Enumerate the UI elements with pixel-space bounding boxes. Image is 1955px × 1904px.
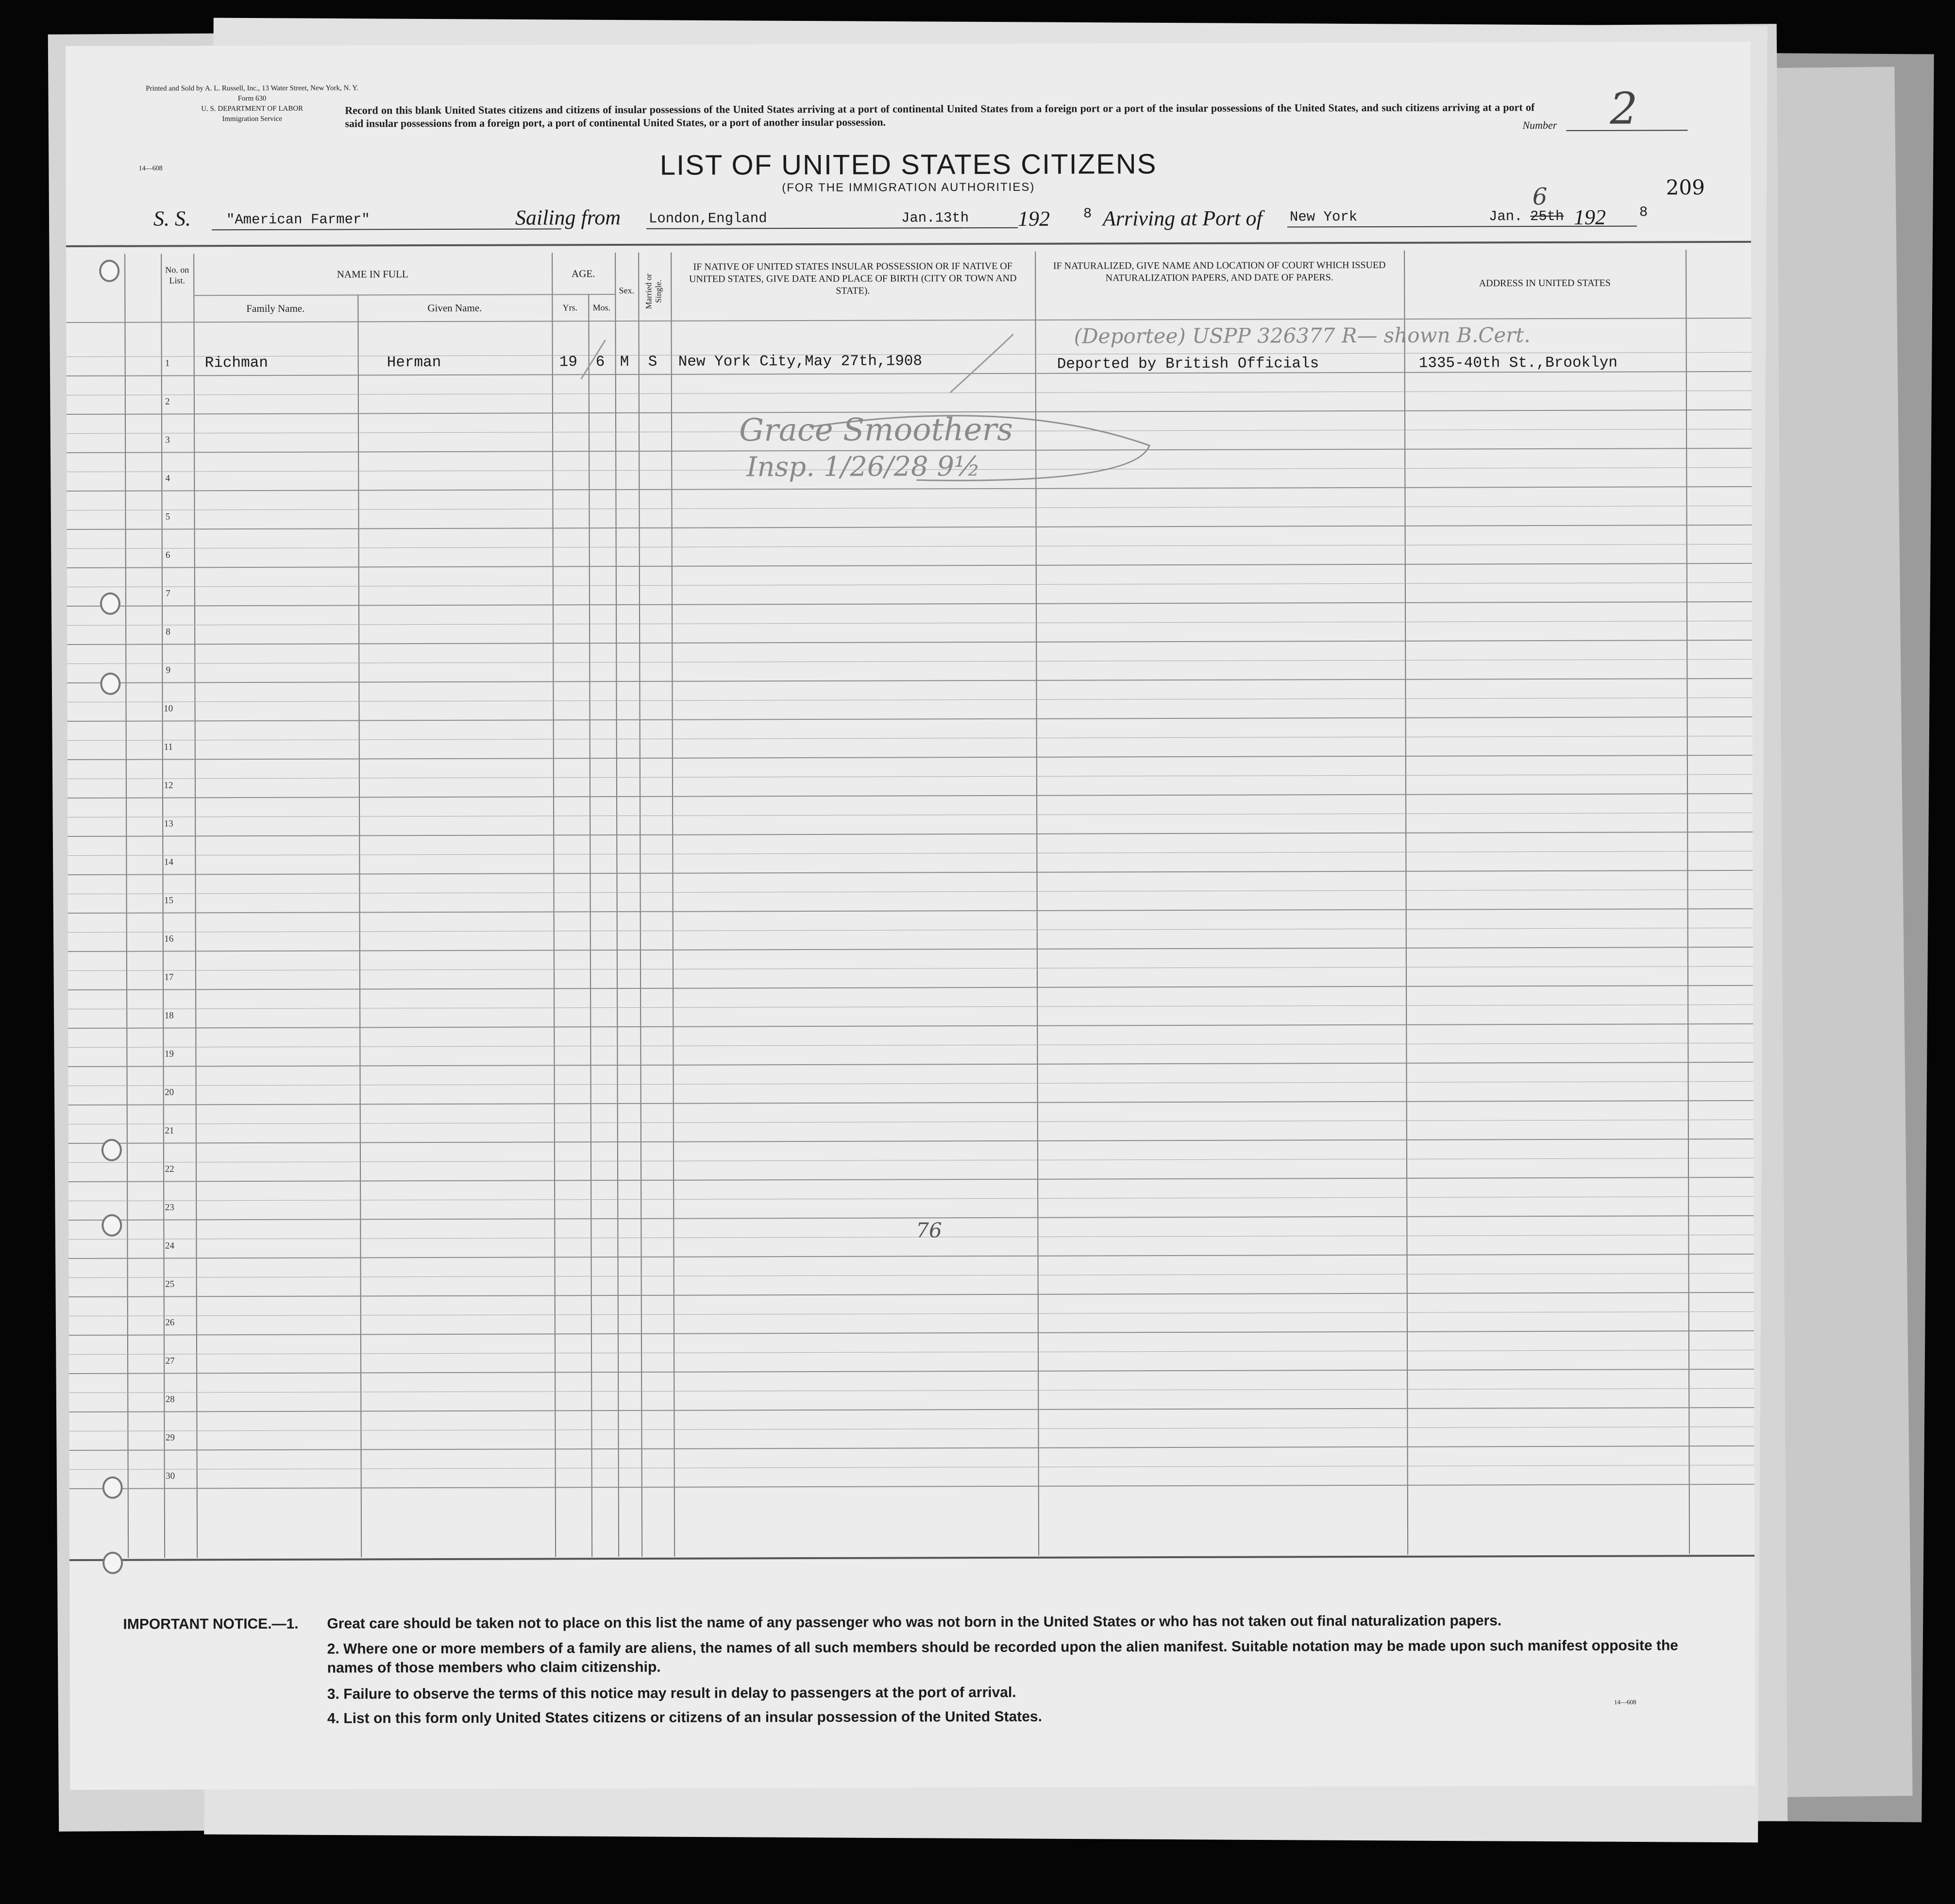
sailing-from: London,England: [648, 210, 767, 227]
departure-line: [896, 227, 1018, 229]
row-line: [69, 1292, 1754, 1297]
row-line: [68, 908, 1753, 914]
number-value: 2: [1610, 83, 1638, 135]
ss-label: S. S.: [153, 206, 191, 231]
row-number: 8: [166, 627, 170, 637]
row-number: 10: [164, 703, 173, 714]
binder-hole: [100, 593, 120, 615]
header-married-or-single: Married or Single.: [644, 273, 663, 309]
row-number: 11: [164, 742, 173, 752]
ship-line: [212, 228, 561, 230]
header-given-name: Given Name.: [427, 302, 482, 314]
row-guide-line: [67, 582, 1752, 587]
binder-hole: [101, 1139, 122, 1161]
age-header-divider: [552, 294, 615, 295]
row-guide-line: [68, 928, 1753, 933]
row-number: 28: [165, 1394, 175, 1405]
entry-family-name: Richman: [204, 354, 268, 372]
printer-line: Printed and Sold by A. L. Russell, Inc., 13 Water Street, New York, N. Y.: [146, 84, 358, 93]
row-line: [68, 985, 1753, 990]
row-line: [68, 947, 1753, 952]
header-mos: Mos.: [592, 303, 611, 313]
row-line: [67, 640, 1752, 645]
form-code-top: 14—608: [138, 165, 163, 172]
row-number: 19: [164, 1049, 174, 1059]
row-guide-line: [67, 621, 1752, 626]
document-subtitle: (FOR THE IMMIGRATION AUTHORITIES): [782, 180, 1035, 195]
row-line: [68, 1177, 1753, 1182]
header-family-name: Family Name.: [246, 302, 305, 315]
row-number: 30: [166, 1471, 175, 1481]
manifest-page: [66, 42, 1755, 1790]
row-guide-line: [69, 1350, 1754, 1355]
header-name-in-full: NAME IN FULL: [337, 268, 408, 280]
row-guide-line: [68, 1120, 1753, 1124]
row-line: [69, 1254, 1754, 1259]
row-number: 15: [164, 895, 174, 906]
row-guide-line: [69, 1311, 1754, 1316]
row-line: [67, 716, 1753, 722]
name-header-divider: [193, 294, 552, 296]
row-number: 20: [165, 1087, 174, 1098]
row-number: 16: [164, 934, 174, 944]
row-number: 2: [165, 396, 170, 407]
row-line: [68, 1139, 1753, 1144]
form-code-bottom: 14—608: [1614, 1698, 1636, 1706]
notice-item-3: 3. Failure to observe the terms of this notice may result in delay to passengers at the port of arrival.: [327, 1684, 1016, 1702]
row-number: 23: [165, 1202, 174, 1213]
row-line: [67, 793, 1753, 799]
row-line: [69, 1369, 1754, 1374]
row-guide-line: [68, 889, 1753, 894]
arrival-day-correction: 6: [1532, 183, 1548, 211]
row-number: 13: [164, 818, 173, 829]
row-line: [67, 870, 1753, 875]
arrival-day: 25th: [1530, 208, 1564, 225]
entry-given-name: Herman: [387, 354, 441, 372]
row-number: 26: [165, 1317, 175, 1328]
row-line: [69, 1407, 1754, 1412]
row-line: [69, 1445, 1754, 1451]
entry-sex: M: [620, 353, 629, 371]
row-guide-line: [67, 544, 1752, 549]
year-digit-1: 8: [1083, 205, 1092, 222]
row-line: [67, 601, 1752, 607]
entry-birth-place-date: New York City,May 27th,1908: [678, 353, 923, 371]
binder-hole: [102, 1552, 123, 1574]
row-number: 22: [165, 1164, 174, 1174]
row-number: 18: [164, 1010, 174, 1021]
row-number: 14: [164, 857, 173, 867]
row-number: 1: [165, 358, 170, 369]
row-guide-line: [68, 1004, 1753, 1009]
row-line: [68, 1215, 1753, 1221]
binder-hole: [99, 260, 119, 282]
binder-hole: [101, 1214, 122, 1237]
document-title: LIST OF UNITED STATES CITIZENS: [659, 148, 1157, 181]
row-number: 25: [165, 1279, 175, 1290]
arrival-month: Jan.: [1488, 208, 1523, 225]
header-age: AGE.: [571, 268, 595, 280]
header-yrs: Yrs.: [562, 303, 578, 313]
page-number: 209: [1666, 175, 1705, 200]
row-number: 27: [165, 1356, 175, 1366]
column-divider: [1404, 251, 1408, 1555]
entry-address: 1335-40th St.,Brooklyn: [1418, 354, 1618, 372]
row-number: 9: [166, 665, 171, 676]
sailing-label: Sailing from: [515, 205, 621, 230]
number-label: Number: [1522, 119, 1557, 132]
entry-marital-status: S: [648, 353, 657, 371]
arriving-label: Arriving at Port of: [1102, 206, 1263, 231]
row-line: [67, 832, 1753, 837]
row-line: [68, 1100, 1753, 1105]
row-guide-line: [69, 1427, 1754, 1431]
citizens-table: [66, 250, 1754, 1558]
entry-naturalization: Deported by British Officials: [1057, 355, 1319, 373]
printer-info: [146, 83, 358, 124]
row-number: 6: [165, 550, 170, 561]
service-name: Immigration Service: [222, 115, 283, 123]
header-native: IF NATIVE OF UNITED STATES INSULAR POSSESSION OR IF NATIVE OF UNITED STATES, GIVE DATE AND PLACE OF BIRTH (CITY OR TOWN AND STATE).: [689, 260, 1017, 296]
row-line: [69, 1484, 1754, 1489]
row-guide-line: [68, 966, 1753, 971]
row-line: [68, 1062, 1753, 1067]
table-top-border: [66, 241, 1751, 247]
row-number: 5: [165, 511, 170, 522]
year-prefix-1: 192: [1017, 206, 1050, 231]
column-divider: [124, 254, 129, 1558]
row-guide-line: [68, 1235, 1753, 1240]
notice-item-1: Great care should be taken not to place on this list the name of any passenger who was not born in the United States or who has not taken out final naturalization papers.: [327, 1613, 1502, 1632]
column-divider: [193, 254, 198, 1558]
row-guide-line: [67, 736, 1753, 741]
row-guide-line: [69, 1273, 1754, 1278]
row-lines: [66, 250, 1751, 254]
notice-item-4: 4. List on this form only United States citizens or citizens of an insular possession of the United States.: [327, 1708, 1042, 1727]
row-number: 12: [164, 780, 173, 791]
header-no-on-list: No. on List.: [165, 265, 189, 286]
page-mark: 76: [916, 1218, 942, 1242]
row-guide-line: [67, 697, 1753, 702]
row-guide-line: [67, 774, 1753, 779]
row-guide-line: [69, 1465, 1754, 1470]
row-guide-line: [68, 1043, 1753, 1048]
arrival-port: New York: [1289, 209, 1358, 225]
row-number: 21: [165, 1125, 174, 1136]
binder-hole: [100, 673, 120, 695]
row-guide-line: [68, 1081, 1753, 1086]
row-line: [67, 486, 1752, 492]
year-prefix-2: 192: [1573, 205, 1606, 229]
row-line: [67, 678, 1752, 683]
header-address: ADDRESS IN UNITED STATES: [1479, 277, 1611, 289]
row-guide-line: [67, 851, 1753, 856]
deportee-annotation: (Deportee) USPP 326377 R— shown B.Cert.: [1074, 323, 1531, 348]
row-guide-line: [68, 1196, 1753, 1201]
inspection-note: Insp. 1/26/28 9½: [746, 451, 981, 483]
header-sex: Sex.: [619, 285, 635, 296]
header-naturalized: IF NATURALIZED, GIVE NAME AND LOCATION OF COURT WHICH ISSUED NATURALIZATION PAPERS, AND DATE OF PAPERS.: [1053, 259, 1386, 284]
entry-age-months: 6: [595, 354, 605, 371]
year-digit-2: 8: [1639, 204, 1648, 221]
departure-date: Jan.13th: [901, 210, 969, 226]
row-line: [67, 563, 1752, 568]
column-divider: [1685, 250, 1690, 1554]
row-number: 24: [165, 1241, 174, 1251]
department-name: U. S. DEPARTMENT OF LABOR: [201, 104, 303, 113]
column-divider: [552, 253, 556, 1557]
row-guide-line: [68, 1158, 1753, 1163]
binder-hole: [102, 1477, 123, 1499]
row-guide-line: [67, 813, 1753, 817]
row-guide-line: [69, 1388, 1754, 1393]
row-number: 7: [166, 588, 170, 599]
column-divider: [357, 294, 362, 1557]
inspector-signature: Grace Smoothers: [739, 411, 1013, 449]
row-number: 17: [164, 972, 174, 983]
row-line: [67, 525, 1752, 530]
row-line: [67, 755, 1753, 760]
entry-age-years: 19: [559, 354, 577, 371]
header-bottom-line: [66, 318, 1751, 323]
ship-name: "American Farmer": [226, 211, 370, 228]
row-number: 4: [165, 473, 170, 484]
record-instructions: Record on this blank United States citizens and citizens of insular possessions of the United States arriving at a port of continental United States from a foreign port or a port of the insular possessions of the United States, and such citizens arriving at a port of said insular possessions from a foreign port, a port of continental United States, or a port of another insular possession.: [345, 101, 1535, 130]
row-line: [69, 1330, 1754, 1336]
row-line: [68, 1023, 1753, 1029]
notice-heading: IMPORTANT NOTICE.—1.: [123, 1615, 299, 1632]
notice-item-2: 2. Where one or more members of a family are aliens, the names of all such members should be recorded upon the alien manifest. Suitable notation may be made upon such manifest opposite the names of those members who claim citizenship.: [327, 1637, 1678, 1676]
row-guide-line: [67, 506, 1752, 510]
form-number: Form 630: [237, 94, 267, 103]
row-guide-line: [67, 659, 1752, 664]
row-number: 3: [165, 435, 170, 445]
row-number: 29: [165, 1432, 175, 1443]
